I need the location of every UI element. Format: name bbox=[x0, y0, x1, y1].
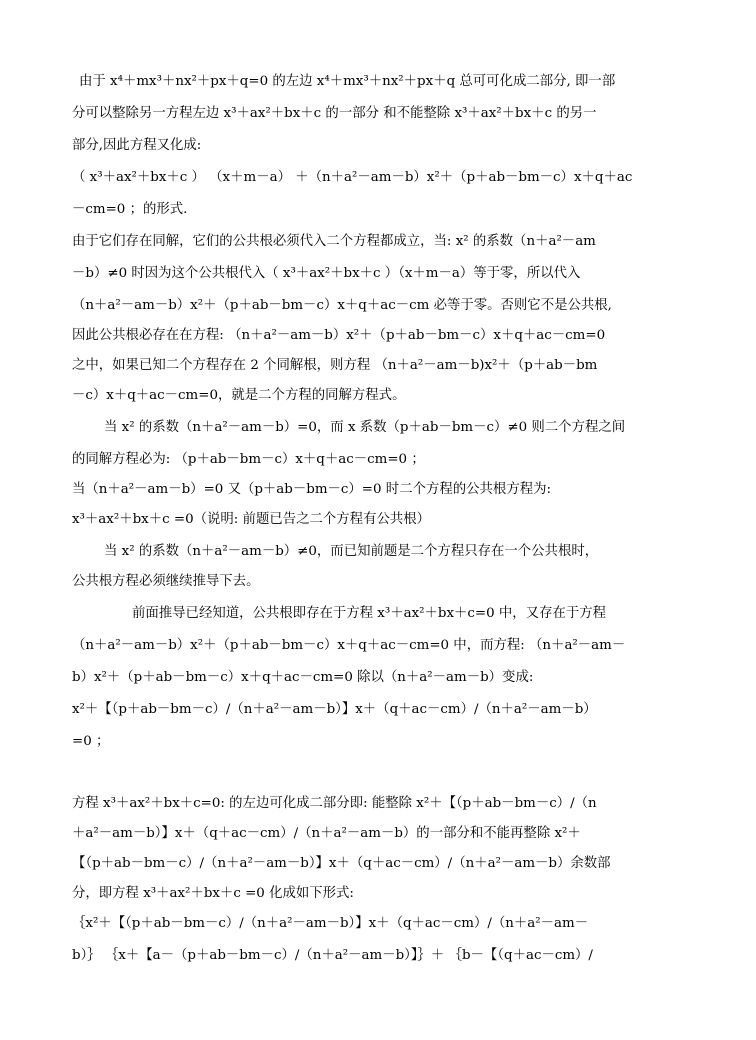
text-line: －c）x＋q＋ac－cm=0，就是二个方程的同解方程式。 bbox=[72, 388, 406, 403]
text-line: x³＋ax²＋bx＋c =0（说明: 前题已告之二个方程有公共根） bbox=[72, 512, 431, 527]
text-line: 部分,因此方程又化成: bbox=[72, 138, 202, 153]
text-line: 当 x² 的系数（n＋a²－am－b）=0，而 x 系数（p＋ab－bm－c）≠0 则二个方程之间 bbox=[104, 420, 626, 435]
text-line: 分可以整除另一方程左边 x³＋ax²＋bx＋c 的一部分 和不能整除 x³＋ax²＋bx＋c 的另一 bbox=[72, 106, 597, 121]
text-line: 公共根方程必须继续推导下去。 bbox=[72, 574, 260, 589]
text-line: （n＋a²－am－b）x²＋（p＋ab－bm－c）x＋q＋ac－cm=0 中，而方程: （n＋a²－am－ bbox=[72, 638, 626, 653]
text-line: b）x²＋（p＋ab－bm－c）x＋q＋ac－cm=0 除以（n＋a²－am－b）变成: bbox=[72, 670, 534, 685]
text-line: 因此公共根必存在在方程: （n＋a²－am－b）x²＋（p＋ab－bm－c）x＋q＋ac－cm=0 bbox=[72, 328, 606, 343]
text-line: ＋a²－am－b）】x＋（q＋ac－cm）/（n＋a²－am－b）的一部分和不能再整除 x²＋ bbox=[72, 826, 581, 841]
text-line: －cm=0 ；的形式. bbox=[72, 202, 188, 217]
text-line: x²＋【（p＋ab－bm－c）/（n＋a²－am－b）】x＋（q＋ac－cm）/（n＋a²－am－b） bbox=[72, 702, 597, 717]
text-line: （ x³＋ax²＋bx＋c ） （x＋m－a） ＋（n＋a²－am－b）x²＋（p＋ab－bm－c）x＋q＋ac bbox=[72, 170, 633, 185]
text-line: 之中，如果已知二个方程存在 2 个同解根，则方程 （n＋a²－am－b)x²＋（p＋ab－bm bbox=[72, 358, 598, 373]
text-line: 由于它们存在同解，它们的公共根必须代入二个方程都成立，当: x² 的系数（n＋a²－am bbox=[72, 234, 596, 249]
text-line: 当 x² 的系数（n＋a²－am－b）≠0，而已知前题是二个方程只存在一个公共根时， bbox=[104, 544, 599, 559]
text-line: 当（n＋a²－am－b）=0 又（p＋ab－bm－c）=0 时二个方程的公共根方程为: bbox=[72, 482, 552, 497]
text-line: b）｝ ｛x＋【a－（p＋ab－bm－c）/（n＋a²－am－b）】｝＋ ｛b－【（q＋ac－cm）/ bbox=[72, 948, 593, 963]
text-line: 由于 x⁴＋mx³＋nx²＋px＋q=0 的左边 x⁴＋mx³＋nx²＋px＋q 总可可化成二部分, 即一部 bbox=[79, 74, 616, 89]
text-line: 方程 x³＋ax²＋bx＋c=0: 的左边可化成二部分即: 能整除 x²＋【（p＋ab－bm－c）/（n bbox=[72, 796, 597, 811]
text-line: 前面推导已经知道，公共根即存在于方程 x³＋ax²＋bx＋c=0 中，又存在于方程 bbox=[132, 606, 607, 621]
text-line: （n＋a²－am－b）x²＋（p＋ab－bm－c）x＋q＋ac－cm 必等于零。否则它不是公共根, bbox=[72, 298, 612, 313]
text-line: －b）≠0 时因为这个公共根代入（ x³＋ax²＋bx＋c ）（x＋m－a）等于零，所以代入 bbox=[72, 266, 581, 281]
text-line: 【（p＋ab－bm－c）/（n＋a²－am－b）】x＋（q＋ac－cm）/（n＋a²－am－b）余数部 bbox=[72, 856, 611, 871]
text-line: 的同解方程必为: （p＋ab－bm－c）x＋q＋ac－cm=0 ； bbox=[72, 452, 425, 467]
text-line: =0 ； bbox=[72, 734, 110, 749]
text-line: ｛x²＋【（p＋ab－bm－c）/（n＋a²－am－b）】x＋（q＋ac－cm）/（n＋a²－am－ bbox=[72, 916, 589, 931]
text-line: 分，即方程 x³＋ax²＋bx＋c =0 化成如下形式: bbox=[72, 886, 354, 901]
